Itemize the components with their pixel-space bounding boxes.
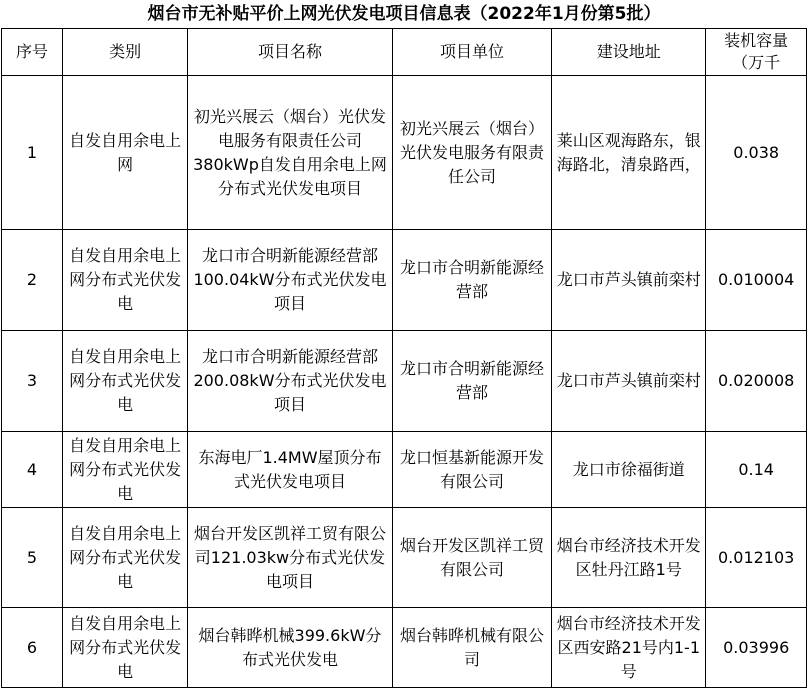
project-table bbox=[1, 28, 807, 688]
cell-category: 自发自用余电上网分布式光伏发电 bbox=[63, 508, 188, 608]
cell-name: 东海电厂1.4MW屋顶分布式光伏发电项目 bbox=[188, 432, 392, 508]
cell-category: 自发自用余电上网分布式光伏发电 bbox=[63, 608, 188, 688]
cell-capacity: 0.010004 bbox=[706, 230, 807, 331]
table-row bbox=[2, 432, 807, 508]
header-name: 项目名称 bbox=[188, 29, 392, 76]
cell-no: 4 bbox=[2, 432, 63, 508]
cell-unit: 初光兴展云（烟台）光伏发电服务有限责任公司 bbox=[392, 76, 552, 230]
cell-unit: 烟台开发区凯祥工贸有限公司 bbox=[392, 508, 552, 608]
cell-capacity: 0.03996 bbox=[706, 608, 807, 688]
cell-category: 自发自用余电上网分布式光伏发电 bbox=[63, 331, 188, 432]
header-capacity: 装机容量（万千 bbox=[706, 29, 807, 76]
header-address: 建设地址 bbox=[552, 29, 706, 76]
cell-no: 6 bbox=[2, 608, 63, 688]
cell-no: 2 bbox=[2, 230, 63, 331]
cell-address: 龙口市徐福街道 bbox=[552, 432, 706, 508]
cell-name: 龙口市合明新能源经营部100.04kW分布式光伏发电项目 bbox=[188, 230, 392, 331]
table-row bbox=[2, 230, 807, 331]
cell-capacity: 0.020008 bbox=[706, 331, 807, 432]
cell-no: 3 bbox=[2, 331, 63, 432]
table-title: 烟台市无补贴平价上网光伏发电项目信息表（2022年1月份第5批） bbox=[147, 4, 661, 24]
header-no: 序号 bbox=[2, 29, 63, 76]
cell-name: 龙口市合明新能源经营部200.08kW分布式光伏发电项目 bbox=[188, 331, 392, 432]
cell-name: 烟台开发区凯祥工贸有限公司121.03kw分布式光伏发电项目 bbox=[188, 508, 392, 608]
cell-unit: 龙口市合明新能源经营部 bbox=[392, 230, 552, 331]
cell-address: 莱山区观海路东，银海路北，清泉路西， bbox=[552, 76, 706, 230]
header-row bbox=[2, 29, 807, 76]
cell-category: 自发自用余电上网分布式光伏发电 bbox=[63, 432, 188, 508]
cell-category: 自发自用余电上网 bbox=[63, 76, 188, 230]
cell-name: 初光兴展云（烟台）光伏发电服务有限责任公司380kWp自发自用余电上网分布式光伏发电项目 bbox=[188, 76, 392, 230]
table-row bbox=[2, 331, 807, 432]
table-row bbox=[2, 76, 807, 230]
table-row bbox=[2, 608, 807, 688]
header-category: 类别 bbox=[63, 29, 188, 76]
cell-address: 龙口市芦头镇前栾村 bbox=[552, 230, 706, 331]
cell-category: 自发自用余电上网分布式光伏发电 bbox=[63, 230, 188, 331]
cell-unit: 烟台韩晔机械有限公司 bbox=[392, 608, 552, 688]
cell-address: 龙口市芦头镇前栾村 bbox=[552, 331, 706, 432]
header-unit: 项目单位 bbox=[392, 29, 552, 76]
cell-no: 5 bbox=[2, 508, 63, 608]
cell-capacity: 0.038 bbox=[706, 76, 807, 230]
cell-name: 烟台韩晔机械399.6kW分布式光伏发电 bbox=[188, 608, 392, 688]
cell-no: 1 bbox=[2, 76, 63, 230]
cell-capacity: 0.14 bbox=[706, 432, 807, 508]
cell-unit: 龙口恒基新能源开发有限公司 bbox=[392, 432, 552, 508]
cell-address: 烟台市经济技术开发区牡丹江路1号 bbox=[552, 508, 706, 608]
cell-address: 烟台市经济技术开发区西安路21号内1-1号 bbox=[552, 608, 706, 688]
cell-unit: 龙口市合明新能源经营部 bbox=[392, 331, 552, 432]
cell-capacity: 0.012103 bbox=[706, 508, 807, 608]
table-row bbox=[2, 508, 807, 608]
